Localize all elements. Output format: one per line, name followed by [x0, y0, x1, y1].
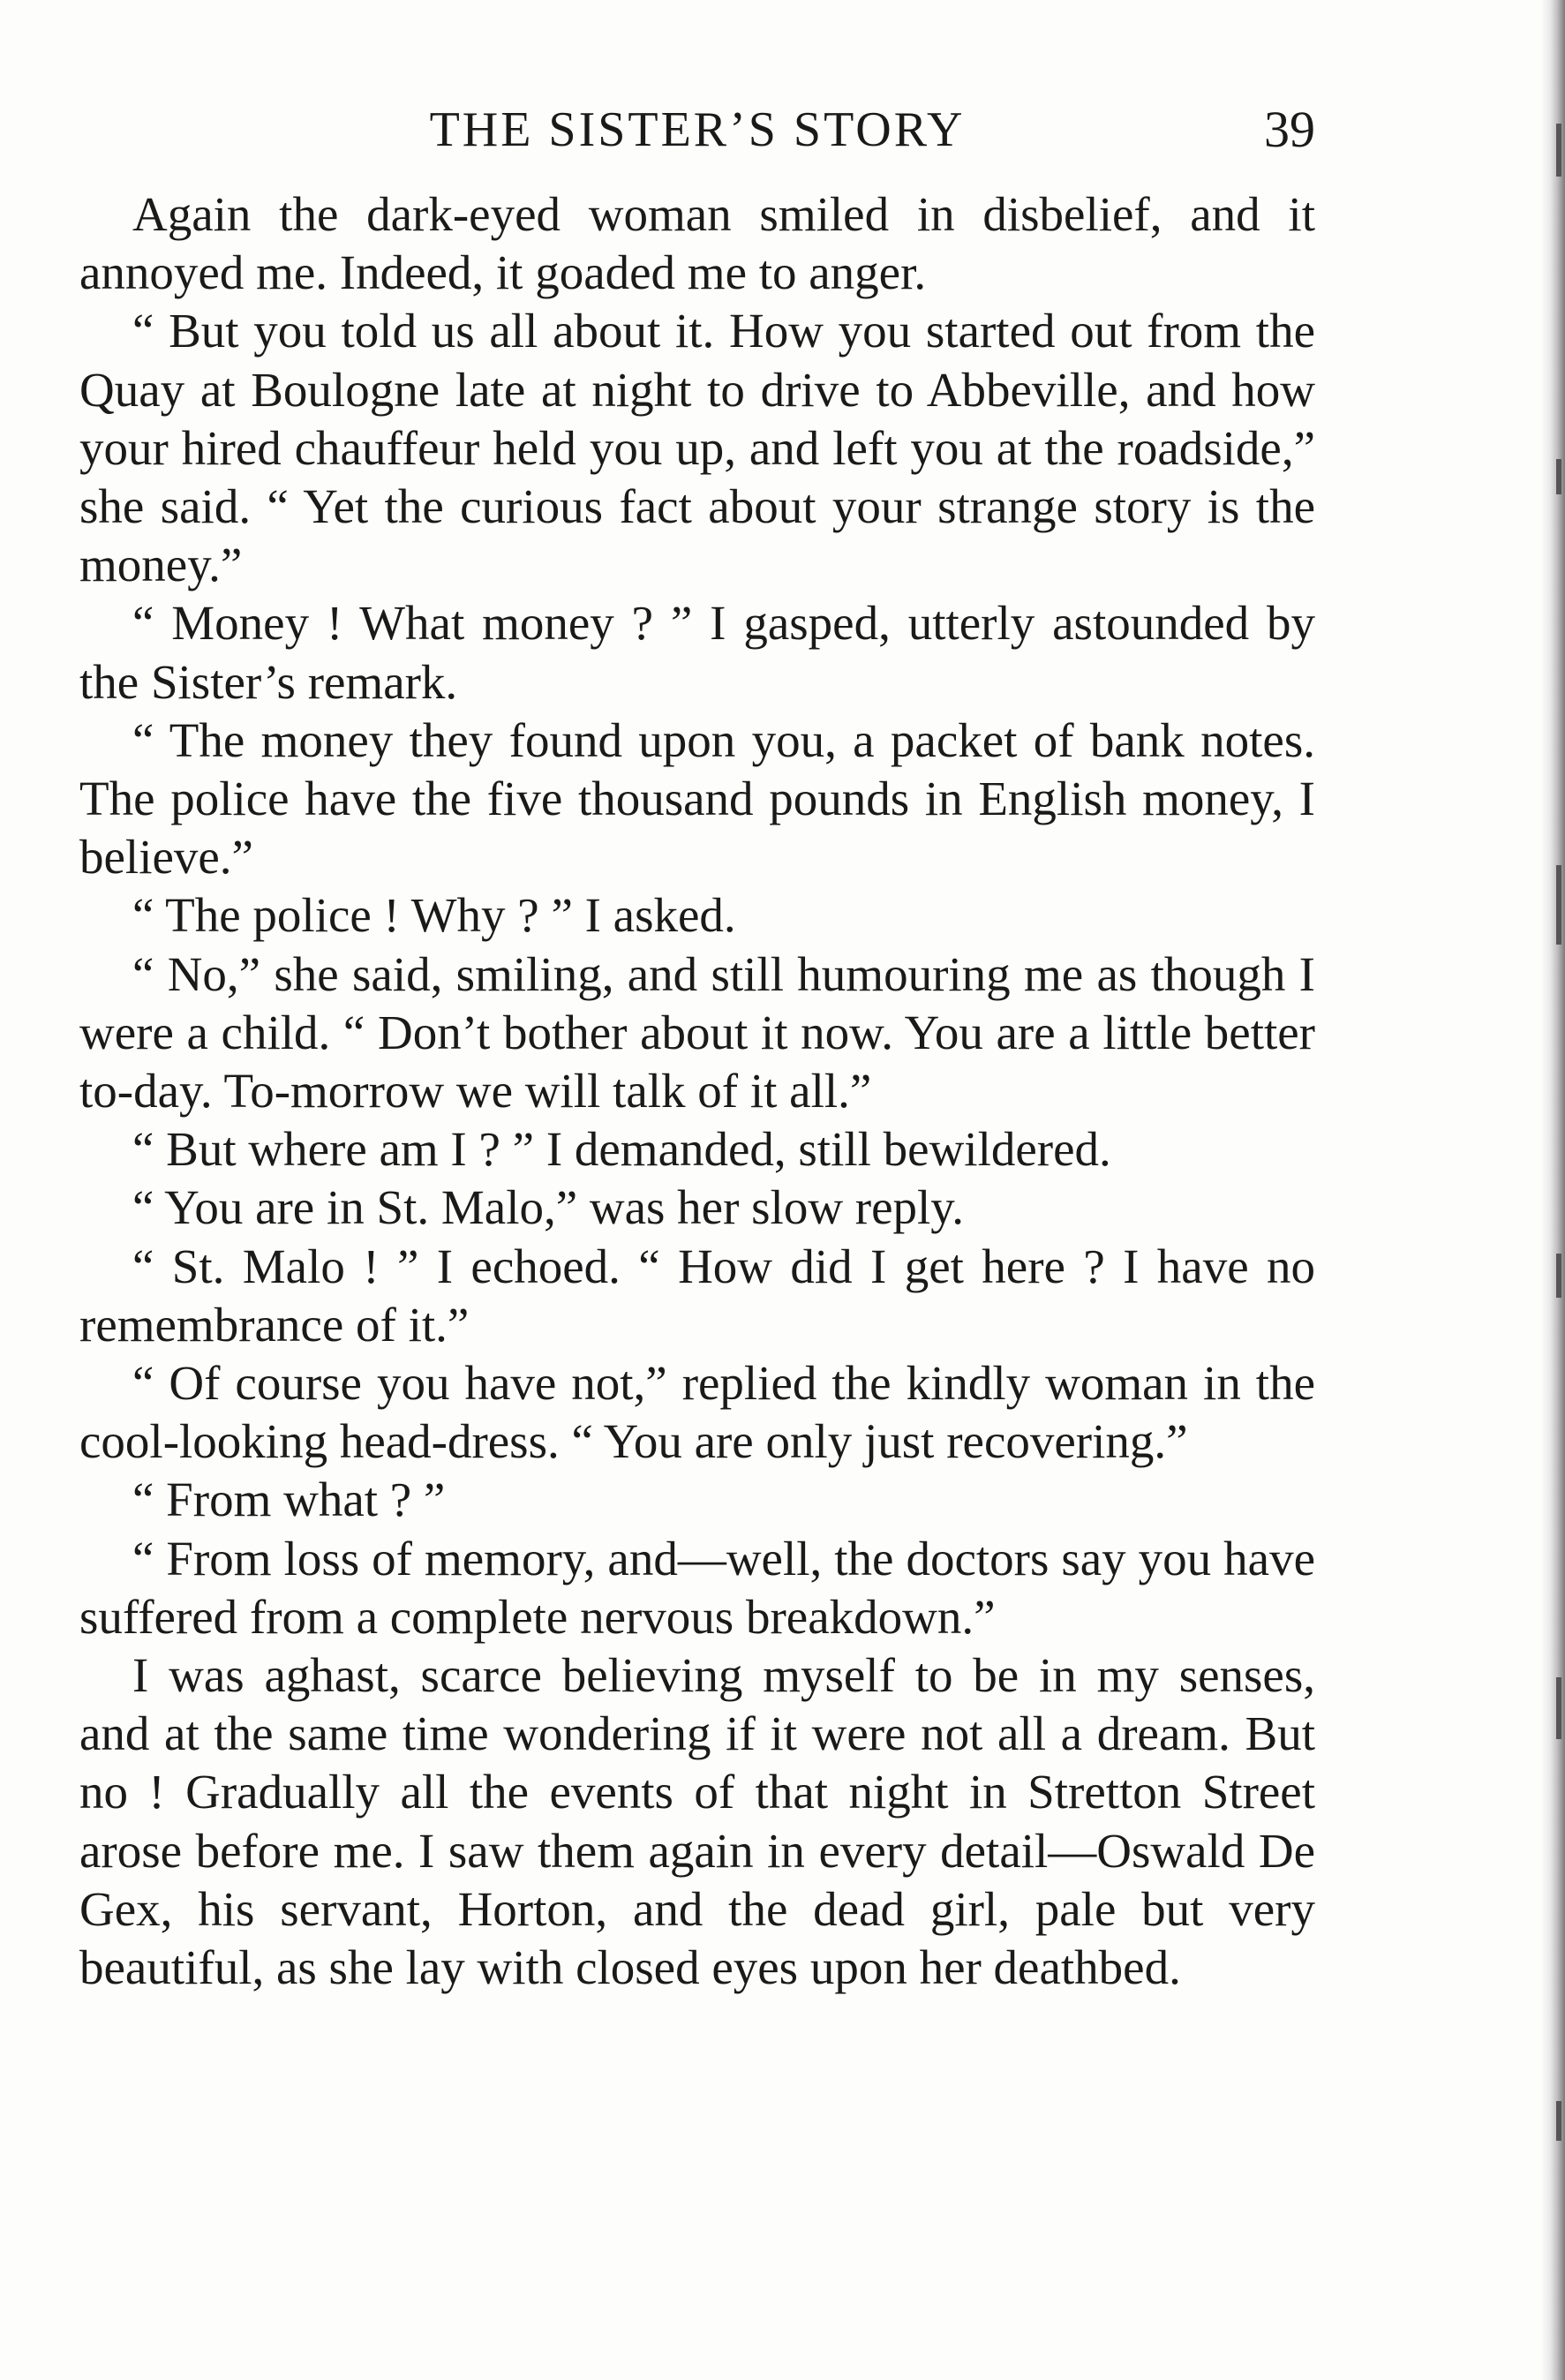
paragraph: “ The money they found upon you, a packet of bank notes. The police have the five thousand pounds in English money, I believe.” — [79, 712, 1315, 885]
paragraph: “ From what ? ” — [132, 1472, 446, 1527]
edge-speck — [1556, 459, 1561, 494]
paragraph: “ From loss of memory, and—well, the doctors say you have suffered from a complete nervous breakdown.” — [79, 1531, 1315, 1644]
edge-speck — [1556, 2101, 1561, 2141]
paragraph: “ But you told us all about it. How you started out from the Quay at Boulogne late at night to drive to Abbeville, and how your hired chauffeur held you up, and left you at the roadside,” she said. “ Yet the curious fact about your strange story is the money.” — [79, 304, 1315, 592]
edge-speck — [1556, 1677, 1561, 1739]
body-text — [79, 185, 1315, 1997]
paragraph: “ St. Malo ! ” I echoed. “ How did I get here ? I have no remembrance of it.” — [79, 1239, 1315, 1352]
paragraph: Again the dark-eyed woman smiled in disbelief, and it annoyed me. Indeed, it goaded me to anger. — [79, 187, 1315, 300]
running-head — [79, 99, 1315, 161]
edge-speck — [1556, 865, 1561, 945]
edge-speck — [1556, 124, 1561, 177]
paragraph: “ The police ! Why ? ” I asked. — [132, 888, 736, 943]
paragraph: I was aghast, scarce believing myself to be in my senses, and at the same time wondering if it were not all a dream. But no ! Gradually all the events of that night in Stretton Street arose before me. I saw them again in every detail—Oswald De Gex, his servant, Horton, and the dead girl, pale but very beautiful, as she lay with closed eyes upon her deathbed. — [79, 1648, 1315, 1995]
running-title: THE SISTER’S STORY — [429, 102, 966, 157]
page-binding-edge — [1540, 0, 1565, 2380]
paragraph: “ Of course you have not,” replied the kindly woman in the cool-looking head-dress. “ You are only just recovering.” — [79, 1356, 1315, 1469]
paragraph: “ Money ! What money ? ” I gasped, utterly astounded by the Sister’s remark. — [79, 596, 1315, 709]
page-number: 39 — [1264, 101, 1315, 158]
paragraph: “ No,” she said, smiling, and still humouring me as though I were a child. “ Don’t bother about it now. You are a little better to-day. To-morrow we will talk of it all.” — [79, 946, 1315, 1118]
edge-speck — [1556, 1254, 1561, 1298]
paragraph: “ But where am I ? ” I demanded, still bewildered. — [132, 1122, 1111, 1177]
paragraph: “ You are in St. Malo,” was her slow reply. — [132, 1180, 964, 1235]
